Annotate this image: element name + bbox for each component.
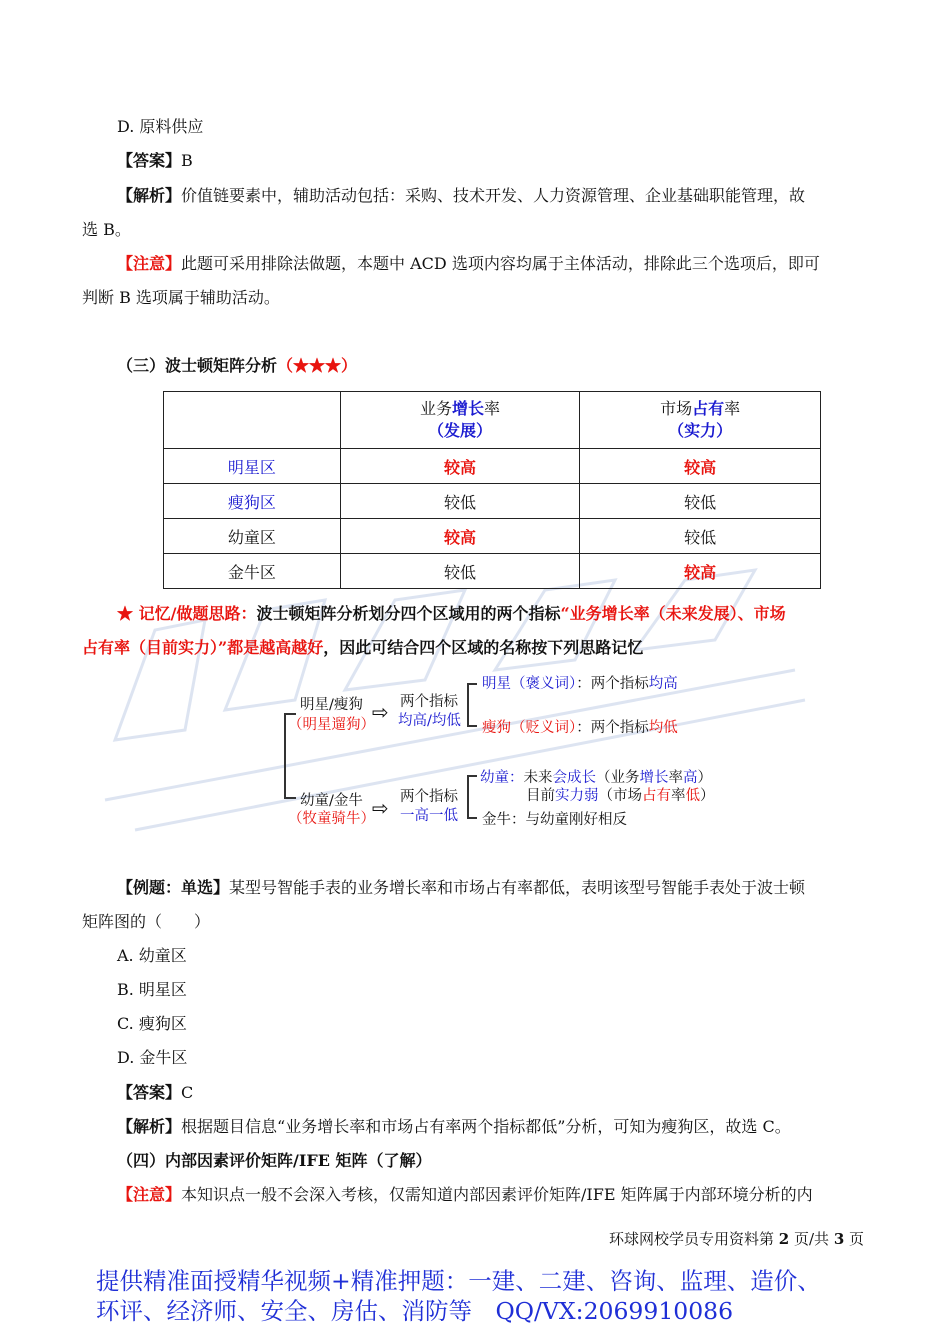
option-a: A. 幼童区 (117, 946, 187, 965)
footer-ad-line-1: 提供精准面授精华视频+精准押题：一建、二建、咨询、监理、造价、 (96, 1267, 821, 1295)
page-total: 3 (833, 1230, 845, 1248)
table-header-row (164, 392, 821, 449)
mindmap-branch (284, 797, 296, 799)
group2-mnemonic: （牧童骑牛） (288, 811, 375, 827)
mindmap-branch (467, 725, 477, 727)
section4-heading: （四）内部因素评价矩阵/IFE 矩阵（了解） (117, 1151, 432, 1170)
mindmap-sub-trunk (467, 775, 469, 818)
analysis-line-1 (117, 179, 805, 213)
answer-value: B (181, 151, 193, 170)
answer-label: 【答案】 (117, 1083, 182, 1102)
row-growth: 较高 (340, 449, 580, 484)
note-text-1: 此题可采用排除法做题，本题中 ACD 选项内容均属于主体活动，排除此三个选项后，即可 (181, 254, 820, 273)
row-growth: 较低 (340, 554, 580, 589)
mindmap-branch (467, 775, 477, 777)
group1-mid-bottom: 均高/均低 (398, 713, 461, 729)
star-icon: ★ (117, 604, 134, 623)
row-growth: 较高 (340, 519, 580, 554)
mindmap-trunk (284, 713, 286, 798)
table-header-share: 市场占有率 （实力） (580, 392, 821, 449)
row-share: 较高 (580, 449, 821, 484)
memory-red-1: “业务增长率（未来发展）、市场 (560, 604, 786, 623)
memory-line-1 (117, 597, 786, 631)
arrow-icon: ⇨ (372, 796, 389, 820)
memory-red-2: 占有率（目前实力）”都是越高越好 (82, 638, 324, 657)
mindmap-branch (467, 683, 477, 685)
mindmap-sub-trunk (467, 683, 469, 726)
memory-label: 记忆/做题思路： (138, 604, 257, 623)
example-line-2: 矩阵图的（ ） (82, 912, 211, 931)
example-analysis-line (117, 1110, 791, 1144)
memory-text-1: 波士顿矩阵分析划分四个区域用的两个指标 (256, 604, 561, 623)
table-row (164, 484, 821, 519)
row-name: 幼童区 (164, 519, 341, 554)
answer-value: C (181, 1083, 194, 1102)
section3-heading (117, 349, 357, 383)
example-answer-line (117, 1076, 193, 1110)
section4-note-line (117, 1178, 813, 1212)
child-line-2: 目前实力弱（市场占有率低） (526, 788, 715, 804)
row-share: 较低 (580, 484, 821, 519)
dog-line: 瘦狗（贬义词）：两个指标均低 (482, 720, 678, 736)
memory-line-2 (82, 631, 643, 665)
bcg-table (163, 391, 821, 589)
group1-mid-top: 两个指标 (400, 694, 458, 710)
memory-text-2: ，因此可结合四个区域的名称按下列思路记忆 (323, 638, 644, 657)
row-name: 金牛区 (164, 554, 341, 589)
table-header-empty (164, 392, 341, 449)
footer-ad (96, 1266, 821, 1326)
example-label: 【例题：单选】 (117, 878, 230, 897)
analysis-line-2: 选 B。 (82, 220, 131, 239)
footer-ad-line-2: 环评、经济师、安全、房估、消防等 QQ/VX:2069910086 (96, 1297, 734, 1325)
page-footer: 环球网校学员专用资料第 2 页/共 3 页 (609, 1230, 865, 1248)
cow-line: 金牛：与幼童刚好相反 (482, 812, 627, 828)
table-row (164, 449, 821, 484)
answer-label: 【答案】 (117, 151, 182, 170)
row-share: 较低 (580, 519, 821, 554)
note-label: 【注意】 (117, 1185, 182, 1204)
analysis-label: 【解析】 (117, 186, 182, 205)
answer-line (117, 144, 193, 178)
example-text-1: 某型号智能手表的业务增长率和市场占有率都低，表明该型号智能手表处于波士顿 (229, 878, 806, 897)
page-number: 2 (778, 1230, 790, 1248)
option-b: B. 明星区 (117, 980, 187, 999)
analysis-label: 【解析】 (117, 1117, 182, 1136)
note-text: 本知识点一般不会深入考核，仅需知道内部因素评价矩阵/IFE 矩阵属于内部环境分析的内 (181, 1185, 813, 1204)
note-line-2: 判断 B 选项属于辅助活动。 (82, 288, 280, 307)
mindmap-branch (467, 817, 477, 819)
row-share: 较高 (580, 554, 821, 589)
analysis-text: 根据题目信息“业务增长率和市场占有率两个指标都低”分析，可知为瘦狗区，故选 C。 (181, 1117, 791, 1136)
section3-title: （三）波士顿矩阵分析 (117, 356, 278, 375)
example-line-1 (117, 871, 805, 905)
table-header-growth: 业务增长率 （发展） (340, 392, 580, 449)
analysis-text-1: 价值链要素中，辅助活动包括：采购、技术开发、人力资源管理、企业基础职能管理，故 (181, 186, 806, 205)
group1-title: 明星/瘦狗 (300, 697, 363, 713)
option-c: C. 瘦狗区 (117, 1014, 187, 1033)
group2-mid-top: 两个指标 (400, 789, 458, 805)
row-name: 瘦狗区 (164, 484, 341, 519)
group2-title: 幼童/金牛 (300, 793, 363, 809)
star-line: 明星（褒义词）：两个指标均高 (482, 676, 678, 692)
option-d: D. 原料供应 (117, 117, 204, 136)
arrow-icon: ⇨ (372, 700, 389, 724)
option-d: D. 金牛区 (117, 1048, 188, 1067)
note-label: 【注意】 (117, 254, 182, 273)
group2-mid-bottom: 一高一低 (400, 808, 458, 824)
row-name: 明星区 (164, 449, 341, 484)
table-row (164, 554, 821, 589)
row-growth: 较低 (340, 484, 580, 519)
child-line-1: 幼童：未来会成长（业务增长率高） (480, 770, 712, 786)
group1-mnemonic: （明星遛狗） (288, 717, 375, 733)
note-line-1 (117, 247, 820, 281)
section3-stars: （★★★） (277, 356, 358, 375)
table-row (164, 519, 821, 554)
